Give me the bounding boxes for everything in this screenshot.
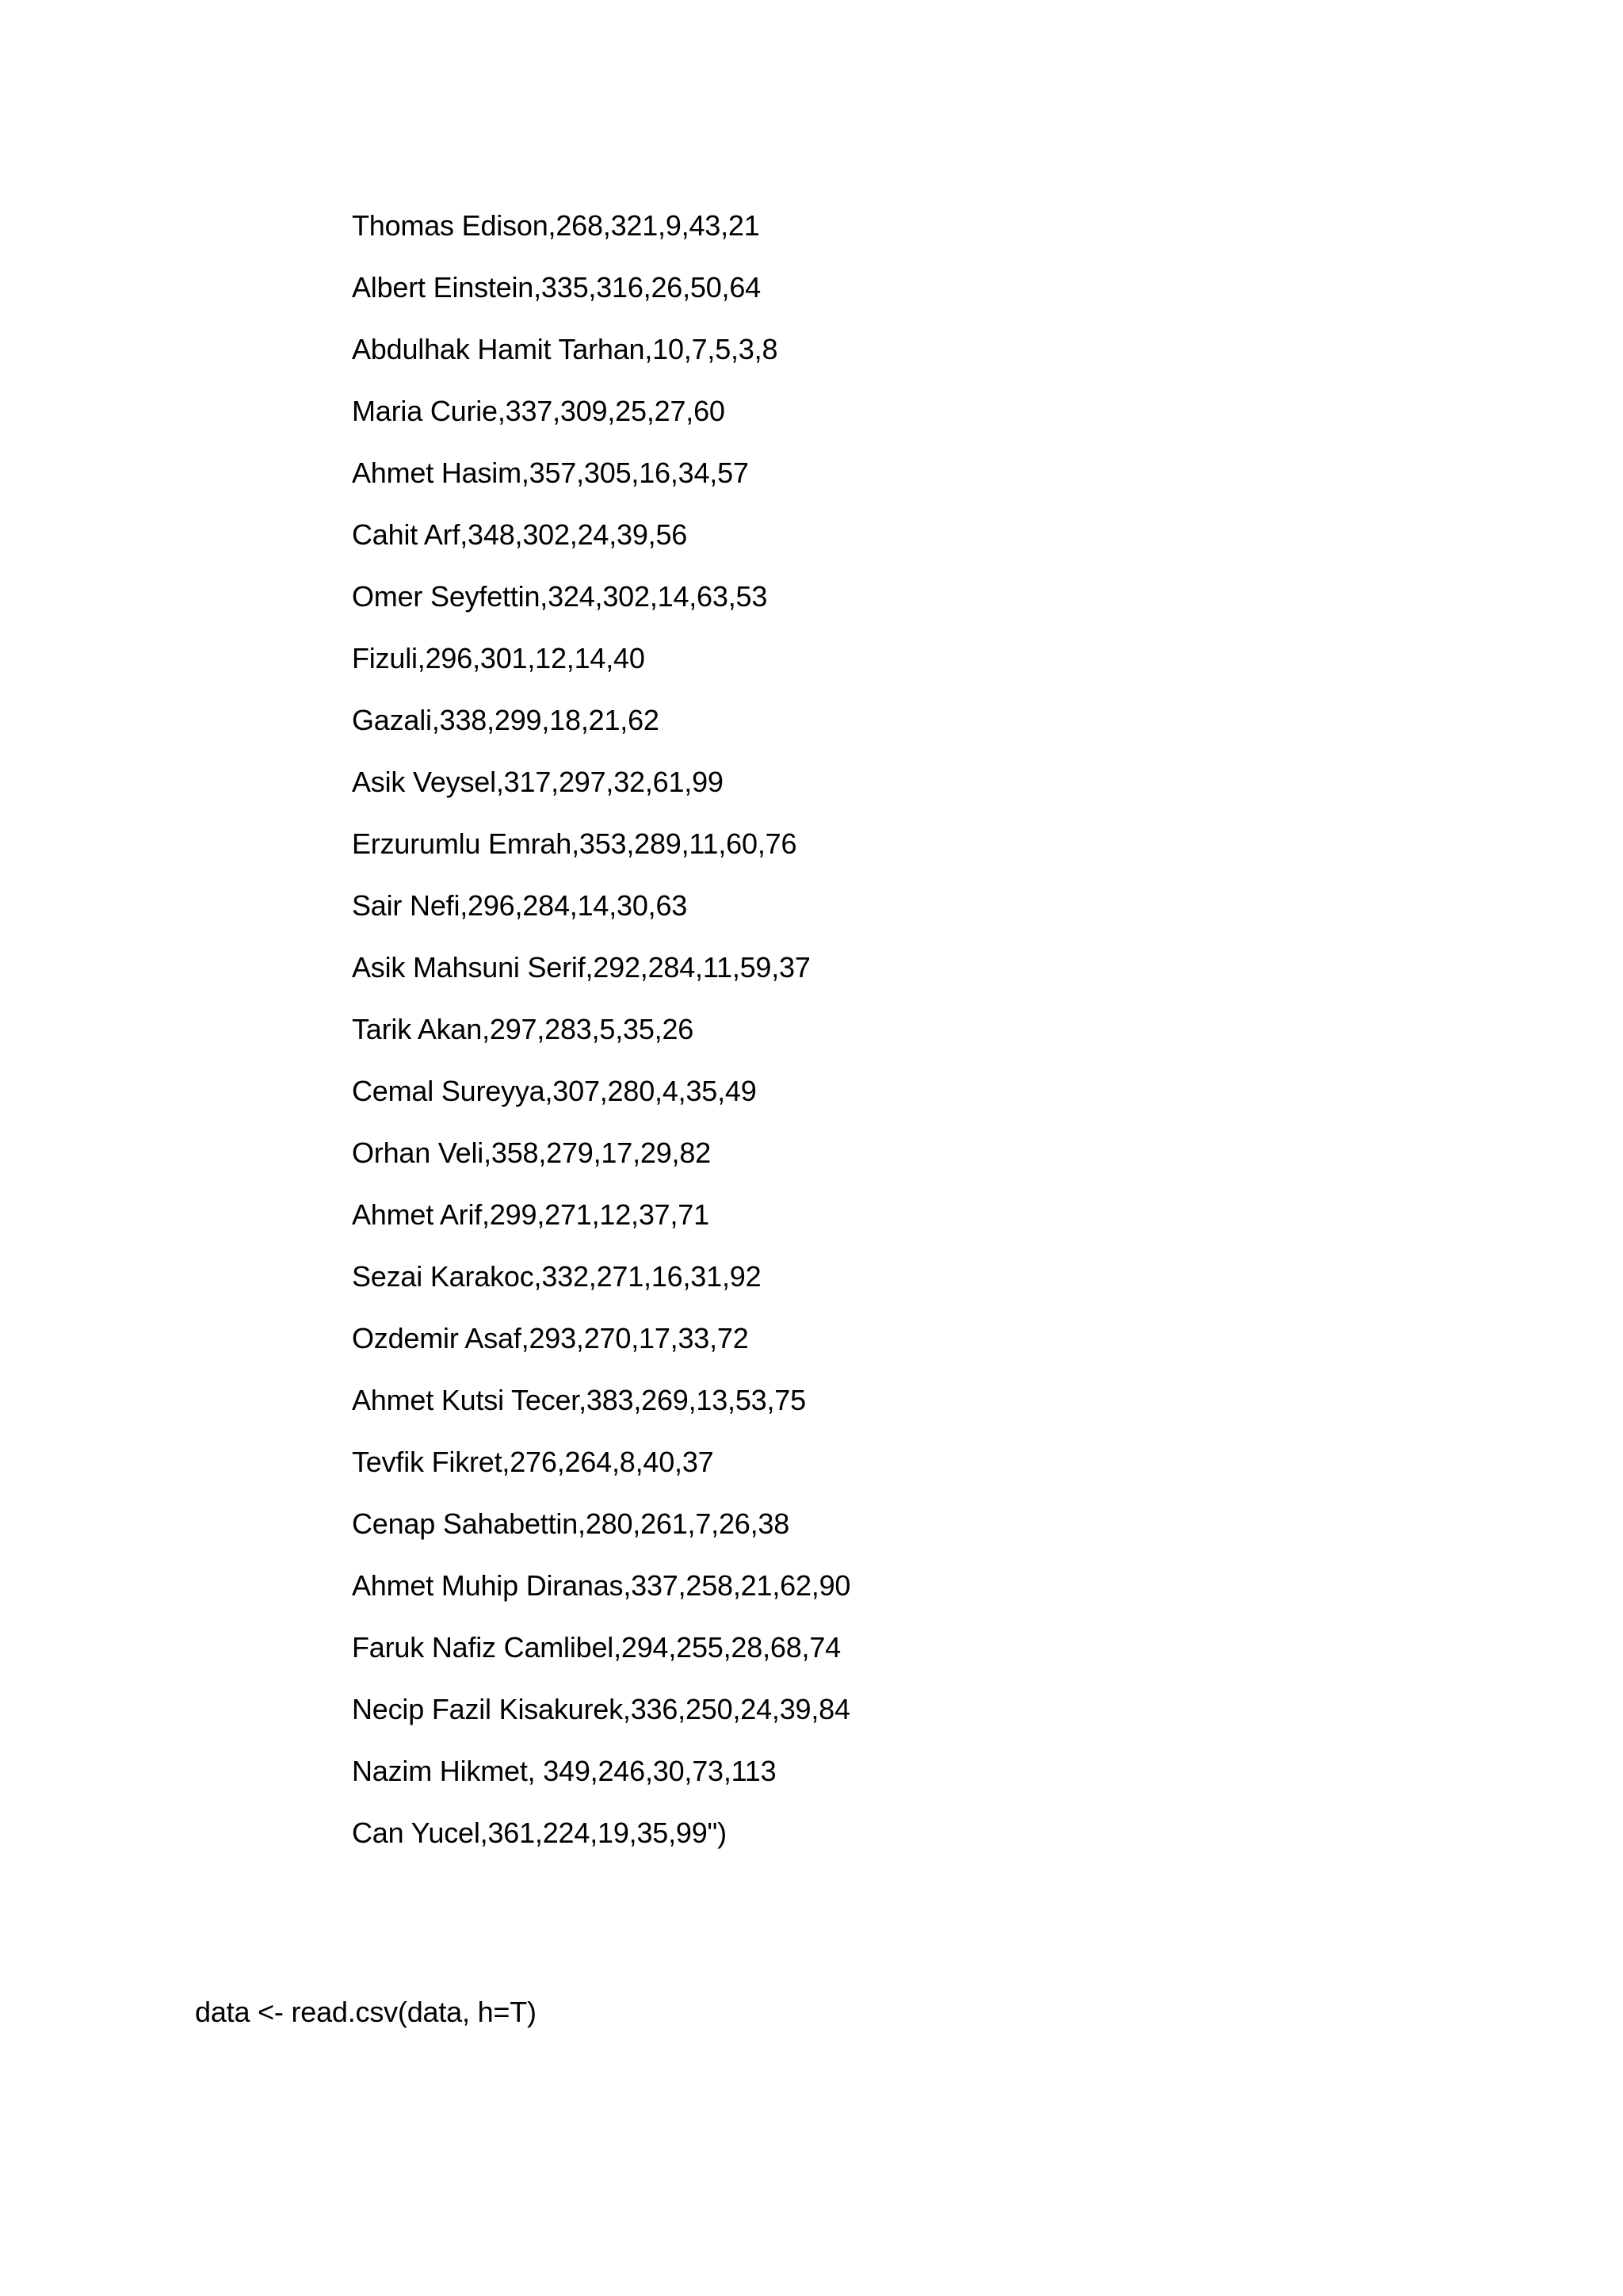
csv-data-line: Asik Mahsuni Serif,292,284,11,59,37	[352, 951, 811, 984]
csv-data-line: Maria Curie,337,309,25,27,60	[352, 395, 725, 427]
csv-data-line: Nazim Hikmet, 349,246,30,73,113	[352, 1755, 777, 1787]
csv-data-line: Omer Seyfettin,324,302,14,63,53	[352, 580, 768, 613]
csv-data-line: Cahit Arf,348,302,24,39,56	[352, 518, 688, 551]
csv-data-line: Erzurumlu Emrah,353,289,11,60,76	[352, 827, 797, 860]
csv-data-line: Ahmet Muhip Diranas,337,258,21,62,90	[352, 1569, 851, 1602]
csv-data-line: Abdulhak Hamit Tarhan,10,7,5,3,8	[352, 333, 778, 365]
csv-data-line: Ozdemir Asaf,293,270,17,33,72	[352, 1322, 749, 1354]
csv-data-line: Ahmet Hasim,357,305,16,34,57	[352, 457, 749, 489]
csv-data-line: Ahmet Kutsi Tecer,383,269,13,53,75	[352, 1384, 806, 1416]
csv-data-line: Tarik Akan,297,283,5,35,26	[352, 1013, 694, 1045]
csv-data-line: Asik Veysel,317,297,32,61,99	[352, 766, 724, 798]
csv-data-line: Thomas Edison,268,321,9,43,21	[352, 209, 760, 242]
csv-data-line: Albert Einstein,335,316,26,50,64	[352, 271, 761, 304]
csv-data-line: Can Yucel,361,224,19,35,99")	[352, 1817, 727, 1849]
csv-data-line: Tevfik Fikret,276,264,8,40,37	[352, 1446, 714, 1478]
csv-data-line: Fizuli,296,301,12,14,40	[352, 642, 645, 674]
csv-data-line: Faruk Nafiz Camlibel,294,255,28,68,74	[352, 1631, 841, 1664]
csv-data-line: Necip Fazil Kisakurek,336,250,24,39,84	[352, 1693, 850, 1725]
csv-data-line: Orhan Veli,358,279,17,29,82	[352, 1137, 711, 1169]
csv-data-line: Gazali,338,299,18,21,62	[352, 704, 659, 736]
read-csv-code-line: data <- read.csv(data, h=T)	[195, 1996, 537, 2028]
csv-data-line: Cenap Sahabettin,280,261,7,26,38	[352, 1507, 790, 1540]
csv-data-block	[352, 195, 850, 1864]
csv-data-line: Cemal Sureyya,307,280,4,35,49	[352, 1075, 757, 1107]
csv-data-line: Ahmet Arif,299,271,12,37,71	[352, 1198, 709, 1231]
csv-data-line: Sair Nefi,296,284,14,30,63	[352, 889, 688, 922]
csv-data-line: Sezai Karakoc,332,271,16,31,92	[352, 1260, 762, 1293]
